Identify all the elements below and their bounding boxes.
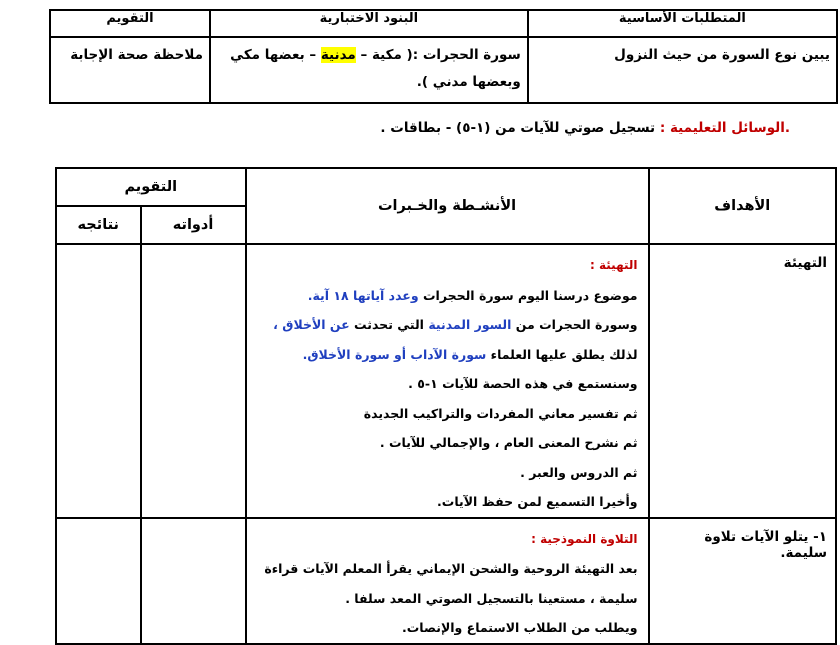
- evaluation-results-header: نتائجه: [56, 206, 141, 244]
- evaluation-text: ملاحظة صحة الإجابة: [70, 47, 203, 63]
- evaluation-tools-header: أدواته: [141, 206, 246, 244]
- activity-line: وسنستمع في هذه الحصة للآيات ١-٥ .: [408, 376, 638, 391]
- test-items-header: البنود الاختبارية: [210, 10, 528, 37]
- teaching-tools-label: .الوسائل التعليمية :: [655, 120, 790, 136]
- activity-line: وسورة الحجرات من السور المدنية التي تحدثت عن الأخلاق ،: [273, 317, 638, 332]
- test-item-highlight: مدنية: [320, 47, 356, 63]
- activity-line: موضوع درسنا اليوم سورة الحجرات وعدد آياتها ١٨ آية.: [307, 287, 638, 303]
- evaluation-main-header: التقويم: [56, 168, 246, 206]
- activity-line: ثم تفسير معاني المفردات والتراكيب الجديدة: [363, 405, 638, 421]
- evaluation-tools-cell: [141, 518, 246, 644]
- activity-line: ويطلب من الطلاب الاستماع والإنصات.: [401, 620, 638, 635]
- activity-line: ثم نشرح المعنى العام ، والإجمالي للآيات .: [379, 435, 638, 450]
- requirement-text: يبين نوع السورة من حيث النزول: [614, 47, 830, 63]
- table-row: [56, 518, 836, 644]
- test-item-before: سورة الحجرات :( مكية –: [355, 47, 521, 63]
- activity-line: ثم الدروس والعبر .: [520, 464, 638, 480]
- activities-cell: [246, 244, 649, 518]
- section-title: التهيئة :: [590, 258, 638, 272]
- section-title: التلاوة النموذجية :: [531, 531, 638, 546]
- goal-text: التهيئة: [783, 255, 827, 271]
- test-item-after: – بعضها مكي وبعضها مدني ).: [230, 47, 521, 90]
- activities-cell: [246, 518, 649, 644]
- goals-header: الأهداف: [649, 168, 836, 244]
- test-item-cell: [210, 37, 528, 103]
- evaluation-cell: [50, 37, 210, 103]
- requirements-table: [49, 9, 838, 104]
- goal-text: ١- يتلو الآيات تلاوة سليمة.: [704, 528, 827, 561]
- evaluation-tools-cell: [141, 244, 246, 518]
- activity-line: وأخيرا التسميع لمن حفظ الآيات.: [437, 494, 638, 509]
- teaching-tools-text: تسجيل صوتي للآيات من (١-٥) - بطاقات .: [380, 120, 656, 136]
- activity-line: لذلك يطلق عليها العلماء سورة الآداب أو سورة الأخلاق.: [302, 346, 638, 362]
- activity-line: سليمة ، مستعينا بالتسجيل الصوتي المعد سلفا .: [345, 590, 638, 606]
- lesson-plan-table: [55, 167, 837, 645]
- table-row: [56, 244, 836, 518]
- requirements-header: المتطلبات الأساسية: [528, 10, 837, 37]
- goal-cell: [649, 244, 836, 518]
- goal-cell: [649, 518, 836, 644]
- activities-header: الأنشـطة والخـبرات: [246, 168, 649, 244]
- activity-line: بعد التهيئة الروحية والشحن الإيماني يقرأ المعلم الآيات قراءة: [264, 561, 638, 576]
- evaluation-results-cell: [56, 244, 141, 518]
- requirement-cell: [528, 37, 837, 103]
- evaluation-results-cell: [56, 518, 141, 644]
- teaching-tools-line: [380, 120, 790, 136]
- evaluation-header: التقويم: [50, 10, 210, 37]
